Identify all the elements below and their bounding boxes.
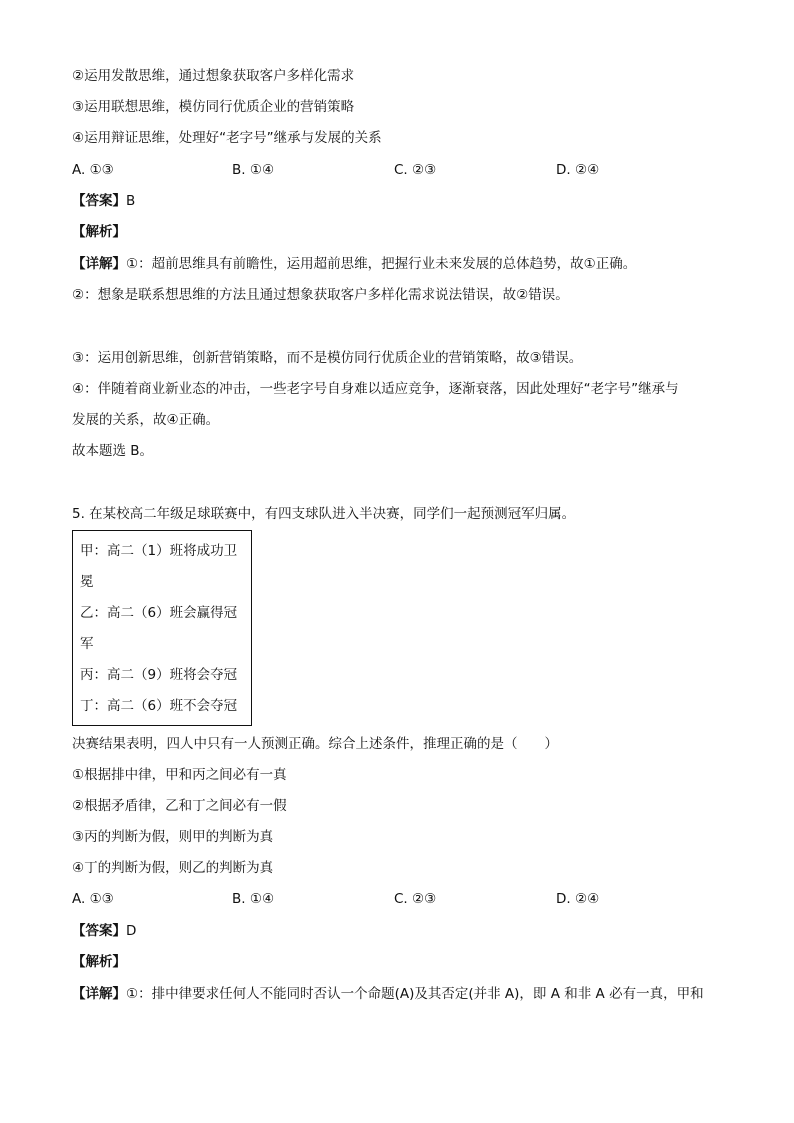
q4-option-c: C. ②③ — [394, 162, 437, 178]
q5-detail-1 — [72, 984, 704, 1004]
q4-statement-3: ③运用联想思维，模仿同行优质企业的营销策略 — [72, 99, 355, 115]
q4-option-a: A. ①③ — [72, 162, 114, 178]
q5-stem: 5. 在某校高二年级足球联赛中，有四支球队进入半决赛，同学们一起预测冠军归属。 — [72, 506, 576, 522]
q5-option-d: D. ②④ — [556, 891, 600, 907]
q4-answer — [72, 191, 135, 211]
prediction-ding: 丁：高二（6）班不会夺冠 — [80, 698, 238, 714]
answer-value: B — [126, 193, 136, 209]
q5-statement-1: ①根据排中律，甲和丙之间必有一真 — [72, 767, 287, 783]
q5-option-b: B. ①④ — [232, 891, 275, 907]
answer-tag: 【答案】 — [72, 923, 126, 939]
detail-text: ①：超前思维具有前瞻性，运用超前思维，把握行业未来发展的总体趋势，故①正确。 — [126, 256, 637, 272]
prediction-bing: 丙：高二（9）班将会夺冠 — [80, 667, 238, 683]
answer-value: D — [126, 923, 137, 939]
detail-text: ①：排中律要求任何人不能同时否认一个命题(A)及其否定(并非 A)，即 A 和非 A 必有一真，甲和 — [126, 986, 704, 1002]
prediction-box — [72, 530, 252, 726]
q4-statement-2: ②运用发散思维，通过想象获取客户多样化需求 — [72, 68, 355, 84]
q5-answer — [72, 921, 136, 941]
q4-options — [72, 160, 732, 180]
q4-option-d: D. ②④ — [556, 162, 600, 178]
answer-tag: 【答案】 — [72, 193, 126, 209]
prediction-yi-cont: 军 — [80, 636, 94, 652]
detail-tag: 【详解】 — [72, 256, 126, 272]
q4-detail-3: ③：运用创新思维，创新营销策略，而不是模仿同行优质企业的营销策略，故③错误。 — [72, 350, 583, 366]
q5-options — [72, 889, 732, 909]
q4-detail-5: 发展的关系，故④正确。 — [72, 412, 220, 428]
detail-tag: 【详解】 — [72, 986, 126, 1002]
q4-conclusion: 故本题选 B。 — [72, 443, 154, 459]
q4-detail-1 — [72, 254, 636, 274]
prediction-jia: 甲：高二（1）班将成功卫 — [80, 543, 238, 559]
q5-statement-2: ②根据矛盾律，乙和丁之间必有一假 — [72, 798, 287, 814]
prediction-yi: 乙：高二（6）班会赢得冠 — [80, 605, 238, 621]
prediction-jia-cont: 冕 — [80, 574, 94, 590]
q4-option-b: B. ①④ — [232, 162, 275, 178]
q4-detail-4: ④：伴随着商业新业态的冲击，一些老字号自身难以适应竞争，逐渐衰落，因此处理好“老字号”继承与 — [72, 381, 679, 397]
q4-analysis-tag: 【解析】 — [72, 224, 126, 240]
q5-option-a: A. ①③ — [72, 891, 114, 907]
q4-detail-2: ②：想象是联系想思维的方法且通过想象获取客户多样化需求说法错误，故②错误。 — [72, 287, 569, 303]
q5-option-c: C. ②③ — [394, 891, 437, 907]
q5-question: 决赛结果表明，四人中只有一人预测正确。综合上述条件，推理正确的是（ ） — [72, 736, 558, 752]
q4-statement-4: ④运用辩证思维，处理好“老字号”继承与发展的关系 — [72, 130, 382, 146]
q5-analysis-tag: 【解析】 — [72, 954, 126, 970]
q5-statement-4: ④丁的判断为假，则乙的判断为真 — [72, 860, 274, 876]
q5-statement-3: ③丙的判断为假，则甲的判断为真 — [72, 829, 274, 845]
